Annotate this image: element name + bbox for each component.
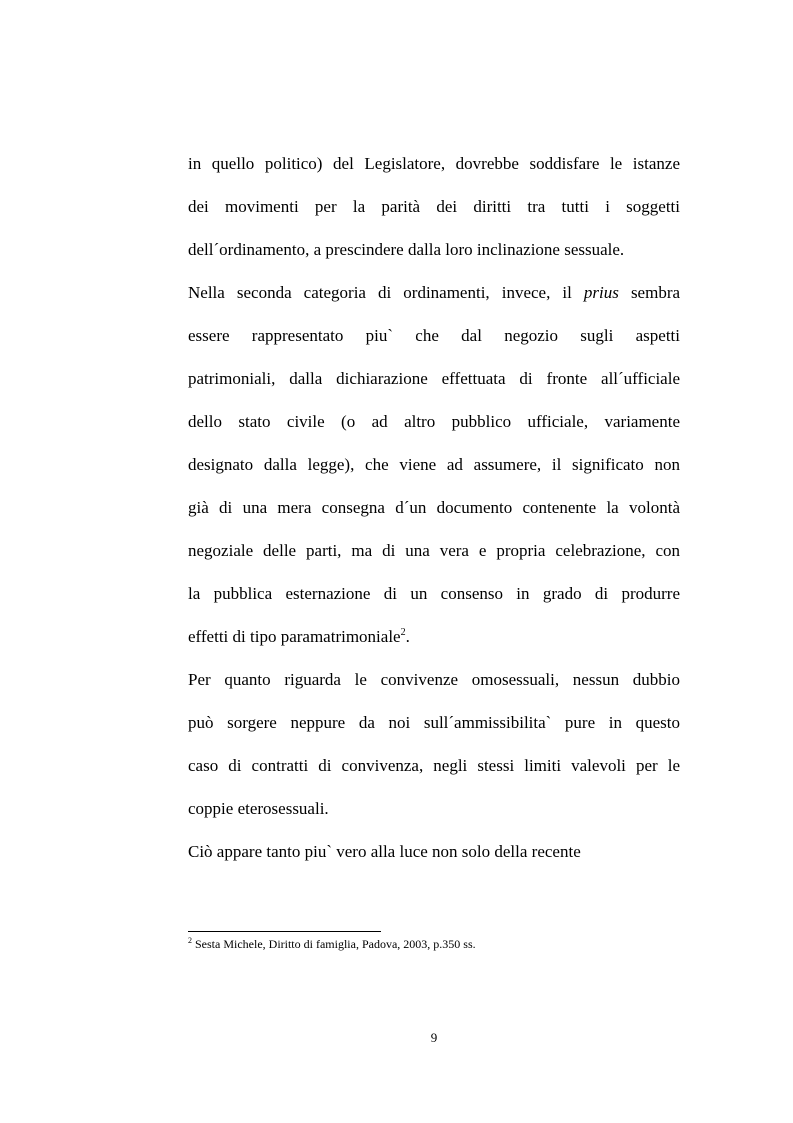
text-segment: sembra [630,283,681,302]
text-segment: Nella seconda categoria di ordinamenti, invece, il [188,283,572,302]
italic-term: prius [583,283,619,302]
footnote-text: Sesta Michele, Diritto di famiglia, Padova, 2003, p.350 ss. [195,937,476,951]
text-line: già di una mera consegna d´un documento contenente la volontà [188,498,680,517]
footnote [188,936,680,952]
text-line: essere rappresentato piu` che dal negozio sugli aspetti [188,326,680,345]
text-line: può sorgere neppure da noi sull´ammissibilita` pure in questo [188,713,680,732]
text-line: la pubblica esternazione di un consenso in grado di produrre [188,584,680,603]
text-line: dell´ordinamento, a prescindere dalla loro inclinazione sessuale. [188,240,625,259]
text-line: in quello politico) del Legislatore, dovrebbe soddisfare le istanze [188,154,680,173]
page-number: 9 [430,1030,438,1045]
text-line [188,271,680,314]
text-line: Per quanto riguarda le convivenze omosessuali, nessun dubbio [188,670,680,689]
footnote-reference[interactable]: 2 [400,627,406,638]
text-line: negoziale delle parti, ma di una vera e propria celebrazione, con [188,541,680,560]
text-line: designato dalla legge), che viene ad assumere, il significato non [188,455,680,474]
text-segment: effetti di tipo paramatrimoniale [188,627,401,646]
text-line: patrimoniali, dalla dichiarazione effettuata di fronte all´ufficiale [188,369,680,388]
footnote-separator [188,931,381,932]
body-text [188,142,680,873]
text-line [188,615,680,658]
text-line: dello stato civile (o ad altro pubblico ufficiale, variamente [188,412,680,431]
text-line: caso di contratti di convivenza, negli stessi limiti valevoli per le [188,756,680,775]
text-segment: . [405,627,410,646]
text-line: dei movimenti per la parità dei diritti tra tutti i soggetti [188,197,680,216]
text-line: Ciò appare tanto piu` vero alla luce non solo della recente [188,842,581,861]
text-line: coppie eterosessuali. [188,799,329,818]
footnote-marker: 2 [188,936,192,945]
